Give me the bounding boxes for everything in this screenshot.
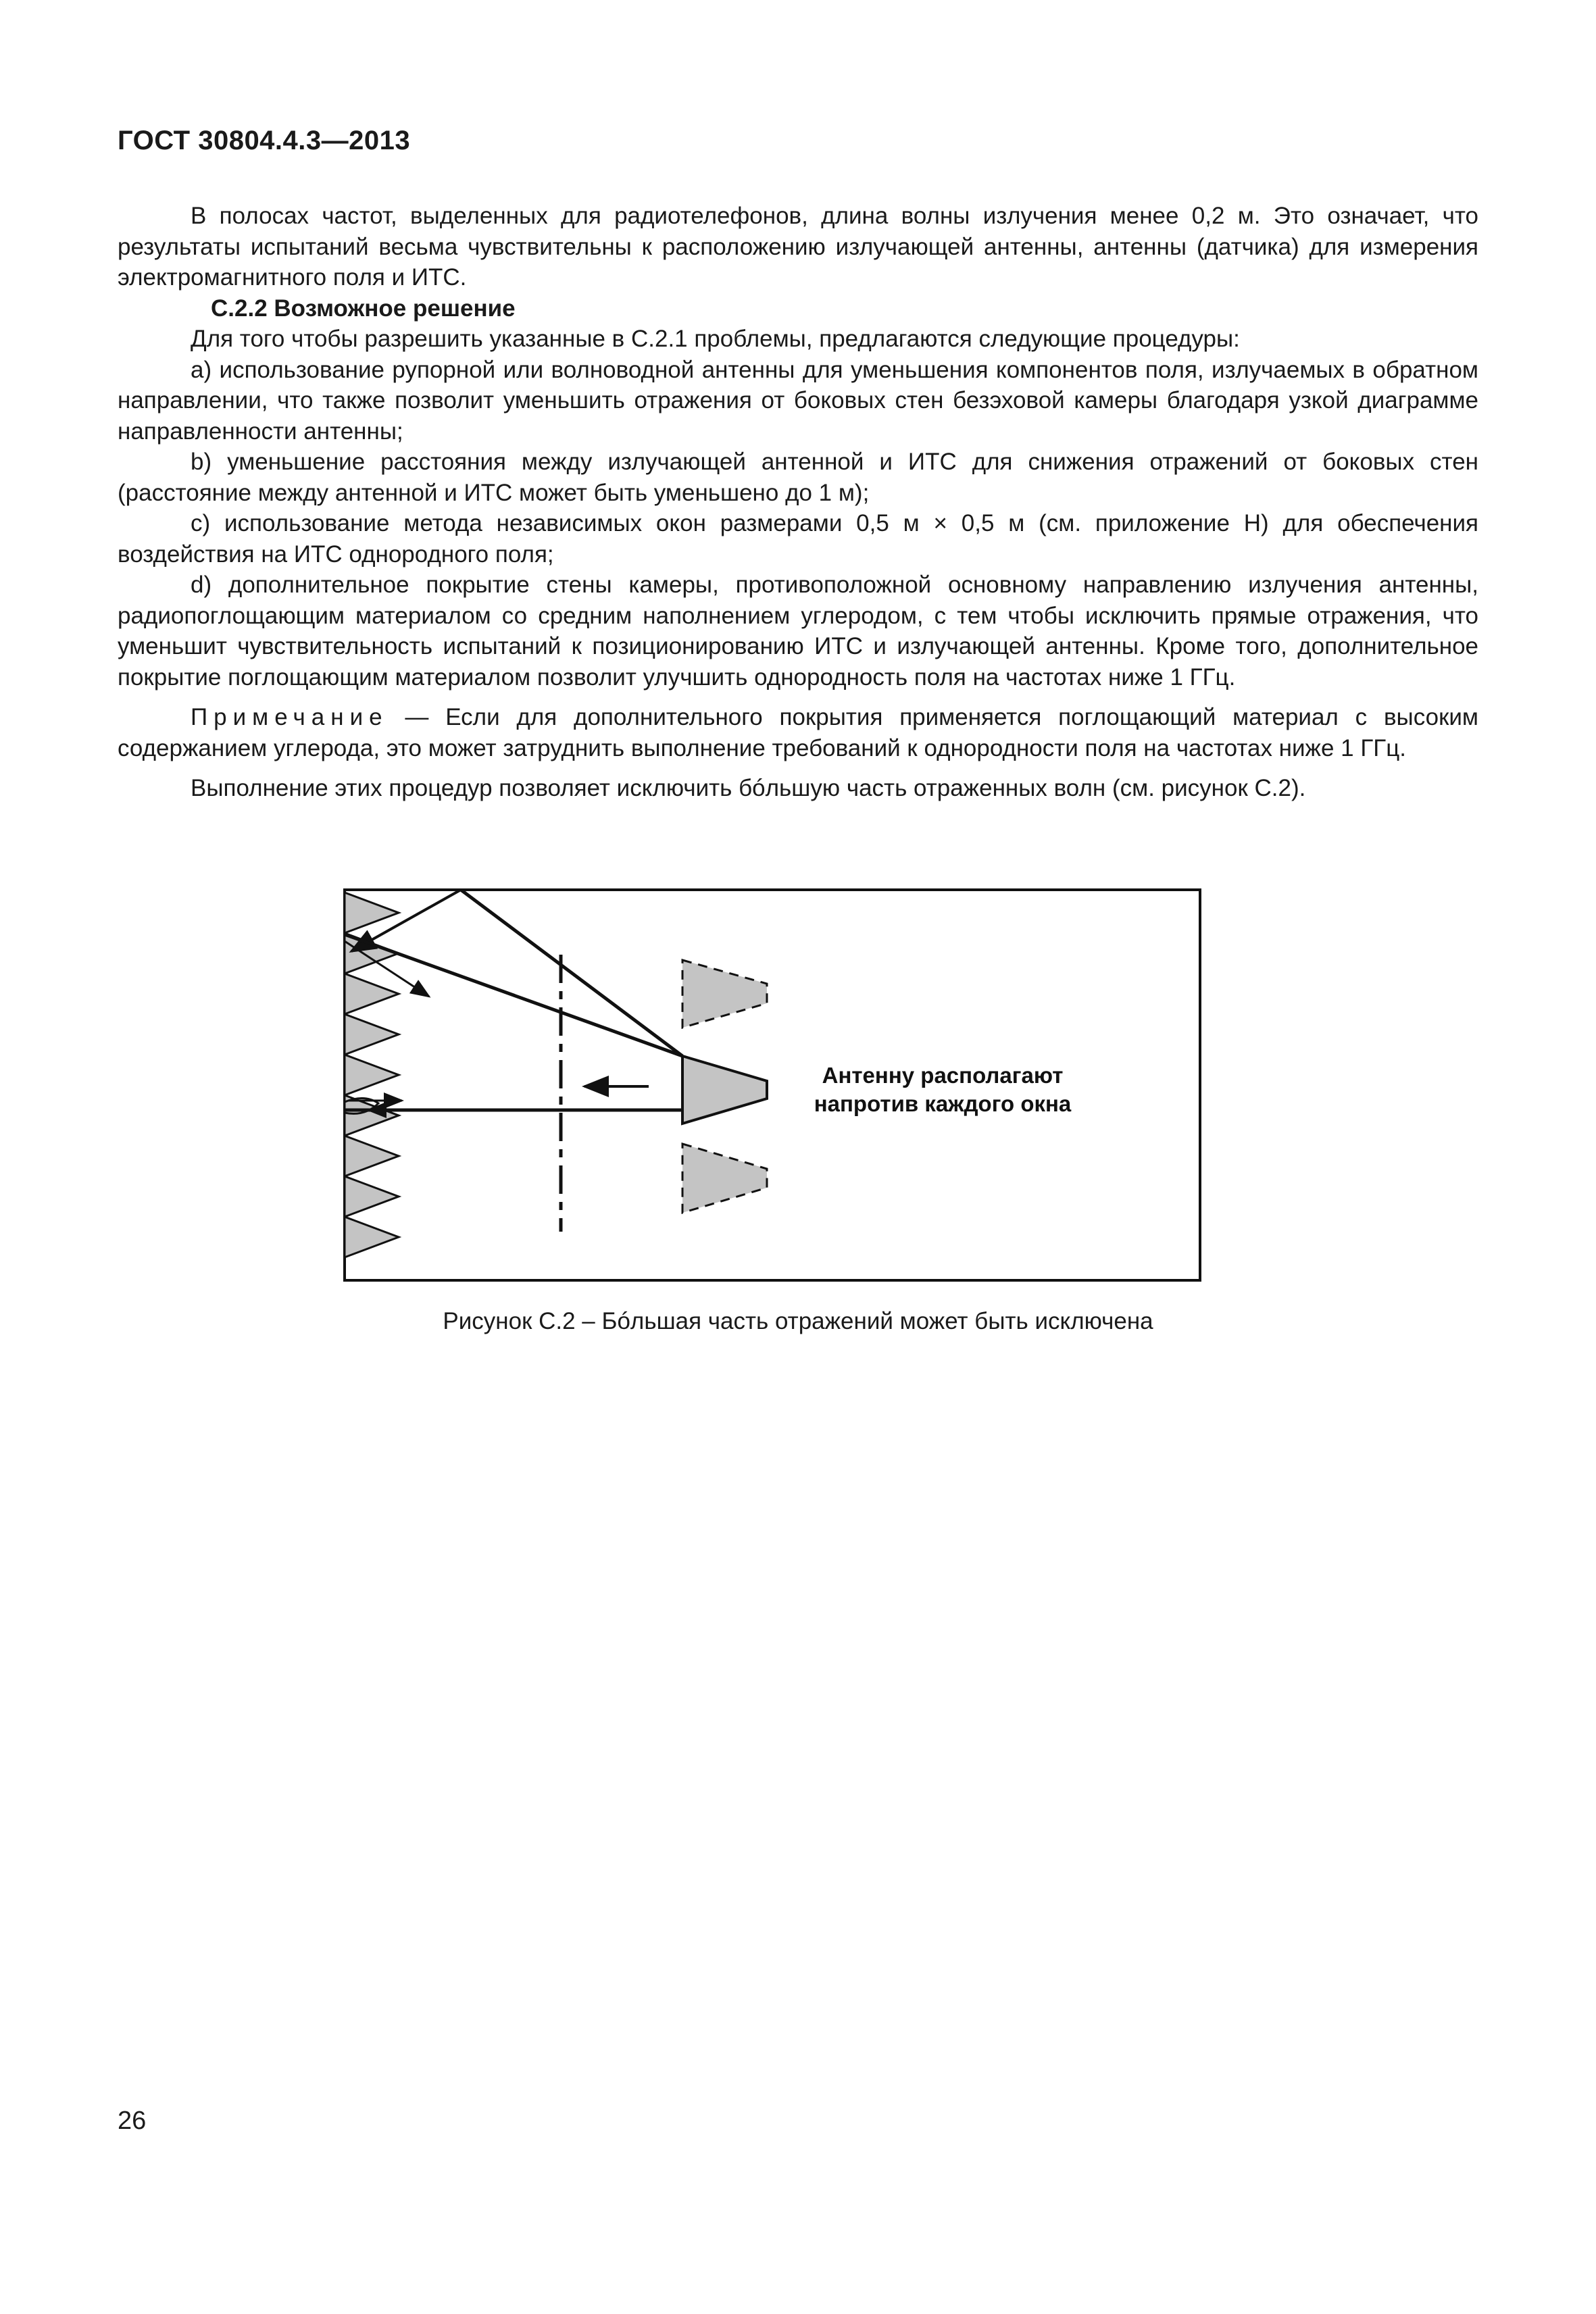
figure-annotation-line-1: Антенну располагают — [822, 1063, 1064, 1088]
note-label: Примечание — [191, 704, 389, 730]
note-paragraph — [118, 702, 1478, 763]
intro-paragraph: В полосах частот, выделенных для радиотелефонов, длина волны излучения менее 0,2 м. Это означает, что результаты испытаний весьма чувствительны к расположению излучающей антенны, антенны (датчика) для измерения электромагнитного поля и ИТС. — [118, 203, 1478, 291]
figure-annotation-line-2: напротив каждого окна — [814, 1091, 1072, 1116]
list-item-b: b) уменьшение расстояния между излучающей антенной и ИТС для снижения отражений от боковых стен (расстояние между антенной и ИТС может быть уменьшено до 1 м); — [118, 449, 1478, 506]
section-heading: С.2.2 Возможное решение — [211, 295, 516, 322]
lead-in-paragraph: Для того чтобы разрешить указанные в С.2.1 проблемы, предлагаются следующие процедуры: — [191, 326, 1240, 352]
conclusion-paragraph: Выполнение этих процедур позволяет исключить бóльшую часть отраженных волн (см. рисунок С.2). — [191, 775, 1306, 801]
note-text: — Если для дополнительного покрытия применяется поглощающий материал с высоким содержанием углерода, это может затруднить выполнение требований к однородности поля на частотах ниже 1 ГГц. — [118, 704, 1478, 761]
figure-annotation — [767, 1061, 1118, 1118]
page-number: 26 — [118, 2107, 147, 2135]
body-text — [118, 201, 1478, 804]
document-header: ГОСТ 30804.4.3—2013 — [118, 126, 411, 155]
list-item-c: с) использование метода независимых окон размерами 0,5 м × 0,5 м (см. приложение Н) для обеспечения воздействия на ИТС однородного поля; — [118, 510, 1478, 568]
list-item-a: а) использование рупорной или волноводной антенны для уменьшения компонентов поля, излучаемых в обратном направлении, что также позволит уменьшить отражения от боковых стен безэховой камеры благодаря узкой диаграмме направленности антенны; — [118, 356, 1478, 445]
list-item-d: d) дополнительное покрытие стены камеры, противоположной основному направлению излучения антенны, радиопоглощающим материалом со средним наполнением углеродом, с тем чтобы исключить прямые отражения, что уменьшит чувствительность испытаний к позиционированию ИТС и излучающей антенны. Кроме того, дополнительное покрытие поглощающим материалом позволит улучшить однородность поля на частотах ниже 1 ГГц. — [118, 572, 1478, 690]
figure-caption: Рисунок С.2 – Бóльшая часть отражений может быть исключена — [443, 1308, 1153, 1334]
